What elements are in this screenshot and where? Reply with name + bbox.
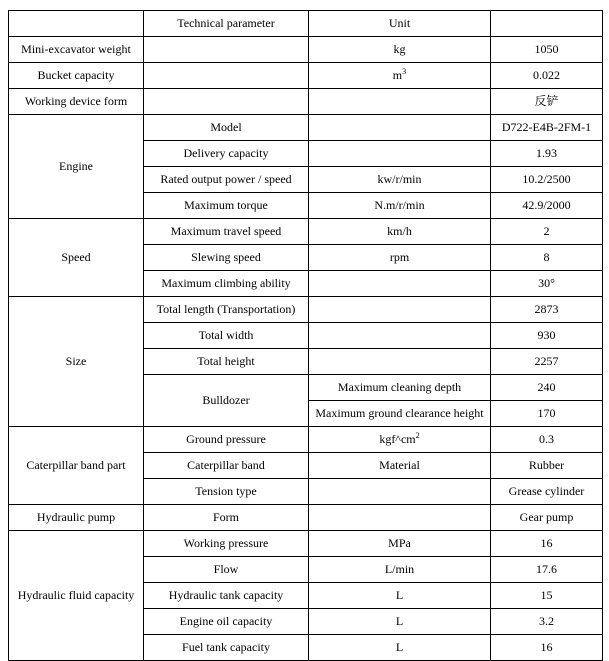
category-cell: Bucket capacity: [9, 63, 144, 89]
value-cell: Rubber: [491, 453, 603, 479]
value-cell: [491, 11, 603, 37]
spec-table-body: [9, 11, 603, 661]
parameter-cell: Rated output power / speed: [144, 167, 309, 193]
unit-cell: rpm: [309, 245, 491, 271]
unit-cell: [309, 297, 491, 323]
unit-cell: Maximum cleaning depth: [309, 375, 491, 401]
parameter-cell: Form: [144, 505, 309, 531]
unit-cell: L: [309, 583, 491, 609]
superscript: 3: [402, 66, 407, 76]
category-cell: [9, 11, 144, 37]
parameter-cell: [144, 37, 309, 63]
parameter-cell: Flow: [144, 557, 309, 583]
category-cell: Mini-excavator weight: [9, 37, 144, 63]
unit-cell: $kgf\^{}cm^2$: [309, 427, 491, 453]
unit-cell: [309, 349, 491, 375]
category-cell: Size: [9, 297, 144, 427]
unit-cell: Unit: [309, 11, 491, 37]
category-cell: Hydraulic pump: [9, 505, 144, 531]
table-row: [9, 11, 603, 37]
superscript: 2: [415, 430, 420, 440]
parameter-cell: Fuel tank capacity: [144, 635, 309, 661]
unit-cell: N.m/r/min: [309, 193, 491, 219]
value-cell: 1.93: [491, 141, 603, 167]
parameter-cell: Tension type: [144, 479, 309, 505]
unit-cell: Material: [309, 453, 491, 479]
parameter-cell: Total width: [144, 323, 309, 349]
value-cell: 1050: [491, 37, 603, 63]
value-cell: 17.6: [491, 557, 603, 583]
value-cell: 30°: [491, 271, 603, 297]
parameter-cell: Maximum climbing ability: [144, 271, 309, 297]
parameter-cell: Maximum travel speed: [144, 219, 309, 245]
unit-cell: km/h: [309, 219, 491, 245]
value-cell: 16: [491, 531, 603, 557]
value-cell: D722-E4B-2FM-1: [491, 115, 603, 141]
unit-cell: [309, 479, 491, 505]
value-cell: 10.2/2500: [491, 167, 603, 193]
value-cell: 930: [491, 323, 603, 349]
unit-cell: L/min: [309, 557, 491, 583]
category-cell: Speed: [9, 219, 144, 297]
table-row: [9, 219, 603, 245]
unit-cell: [309, 89, 491, 115]
value-cell: Grease cylinder: [491, 479, 603, 505]
parameter-cell: Slewing speed: [144, 245, 309, 271]
unit-cell: [309, 141, 491, 167]
category-cell: Caterpillar band part: [9, 427, 144, 505]
parameter-cell: Working pressure: [144, 531, 309, 557]
spec-table: [8, 10, 603, 661]
value-cell: Gear pump: [491, 505, 603, 531]
table-row: [9, 505, 603, 531]
table-row: [9, 427, 603, 453]
value-cell: 170: [491, 401, 603, 427]
unit-cell: [309, 115, 491, 141]
parameter-cell: Model: [144, 115, 309, 141]
category-cell: Engine: [9, 115, 144, 219]
value-cell: 3.2: [491, 609, 603, 635]
category-cell: Working device form: [9, 89, 144, 115]
table-row: [9, 89, 603, 115]
unit-cell: $m^3$: [309, 63, 491, 89]
parameter-cell: Hydraulic tank capacity: [144, 583, 309, 609]
value-cell: 8: [491, 245, 603, 271]
value-cell: 反铲: [491, 89, 603, 115]
parameter-cell: Technical parameter: [144, 11, 309, 37]
parameter-cell: [144, 63, 309, 89]
unit-cell: L: [309, 635, 491, 661]
unit-cell: MPa: [309, 531, 491, 557]
unit-cell: kg: [309, 37, 491, 63]
value-cell: 240: [491, 375, 603, 401]
parameter-cell: Total length (Transportation): [144, 297, 309, 323]
parameter-cell: Delivery capacity: [144, 141, 309, 167]
unit-cell: Maximum ground clearance height: [309, 401, 491, 427]
value-cell: 16: [491, 635, 603, 661]
unit-cell: [309, 271, 491, 297]
value-cell: 2873: [491, 297, 603, 323]
unit-cell: L: [309, 609, 491, 635]
parameter-cell: Maximum torque: [144, 193, 309, 219]
parameter-cell: [144, 89, 309, 115]
table-row: [9, 63, 603, 89]
parameter-cell: Total height: [144, 349, 309, 375]
parameter-cell: Bulldozer: [144, 375, 309, 427]
value-cell: 0.022: [491, 63, 603, 89]
parameter-cell: Caterpillar band: [144, 453, 309, 479]
value-cell: 15: [491, 583, 603, 609]
unit-cell: kw/r/min: [309, 167, 491, 193]
unit-cell: [309, 323, 491, 349]
category-cell: Hydraulic fluid capacity: [9, 531, 144, 661]
parameter-cell: Engine oil capacity: [144, 609, 309, 635]
table-row: [9, 297, 603, 323]
value-cell: 42.9/2000: [491, 193, 603, 219]
parameter-cell: Ground pressure: [144, 427, 309, 453]
table-row: [9, 115, 603, 141]
table-row: [9, 37, 603, 63]
value-cell: 2: [491, 219, 603, 245]
table-row: [9, 531, 603, 557]
value-cell: 2257: [491, 349, 603, 375]
value-cell: 0.3: [491, 427, 603, 453]
unit-cell: [309, 505, 491, 531]
